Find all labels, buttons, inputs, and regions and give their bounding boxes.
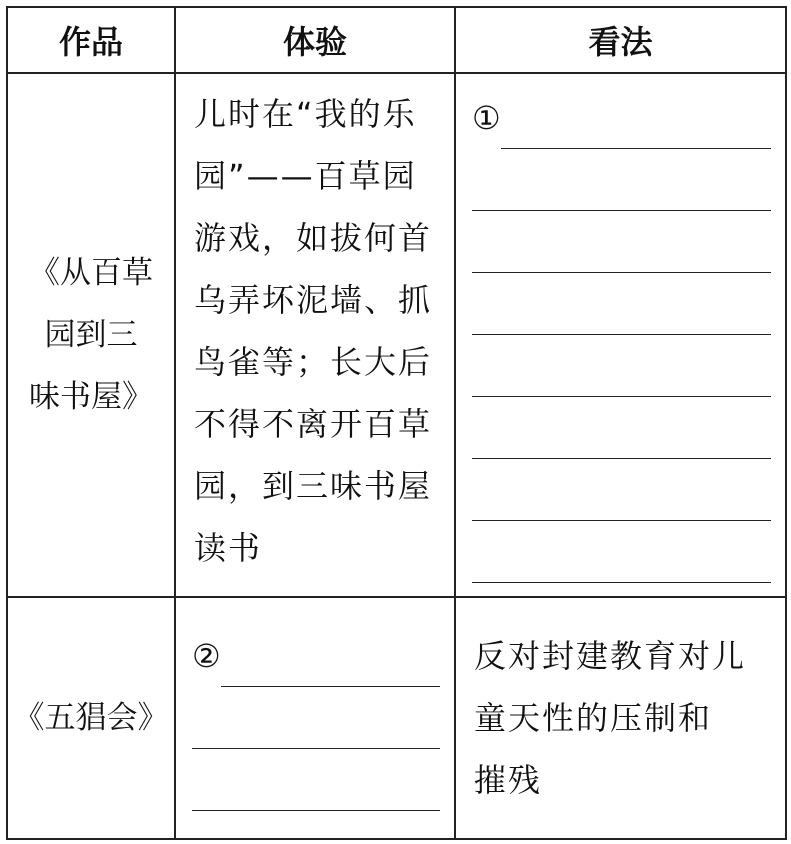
answer-blank-2[interactable]	[192, 625, 440, 687]
work-line: 味书屋》	[29, 379, 153, 415]
experience-line: 园，到三味书屋	[194, 467, 433, 505]
answer-blank-1[interactable]	[472, 87, 771, 149]
table-row	[7, 73, 786, 597]
work-cell	[7, 597, 175, 839]
opinion-cell-blank[interactable]	[455, 73, 786, 597]
work-cell	[7, 73, 175, 597]
experience-line: 儿时在“我的乐	[194, 95, 417, 133]
header-work: 作品	[7, 7, 175, 73]
opinion-line: 童天性的压制和	[474, 699, 713, 737]
experience-line: 不得不离开百草	[194, 405, 433, 443]
table-row	[7, 597, 786, 839]
comparison-table	[6, 6, 787, 840]
blank-line	[472, 397, 771, 459]
blank-line	[501, 104, 771, 149]
blank-line	[472, 273, 771, 335]
header-opinion: 看法	[455, 7, 786, 73]
blank-line	[221, 642, 440, 687]
opinion-cell	[455, 597, 786, 839]
experience-line: 读书	[194, 529, 263, 567]
blank-line	[472, 211, 771, 273]
table-header-row	[7, 7, 786, 73]
blank-marker-1: ①	[472, 99, 501, 137]
experience-line: 游戏，如拔何首	[194, 219, 433, 257]
blank-line	[472, 459, 771, 521]
blank-line	[472, 149, 771, 211]
experience-cell-blank[interactable]	[175, 597, 455, 839]
blank-line	[192, 749, 440, 811]
work-line: 《五猖会》	[13, 700, 169, 736]
experience-line: 鸟雀等；长大后	[194, 343, 433, 381]
header-experience: 体验	[175, 7, 455, 73]
blank-line	[472, 335, 771, 397]
blank-marker-2: ②	[192, 637, 221, 675]
experience-line: 园”——百草园	[194, 157, 417, 195]
opinion-line: 摧残	[474, 761, 543, 799]
work-line: 《从百草	[29, 255, 153, 291]
blank-line	[192, 687, 440, 749]
experience-cell	[175, 73, 455, 597]
opinion-line: 反对封建教育对儿	[474, 637, 747, 675]
blank-line	[472, 521, 771, 583]
experience-line: 乌弄坏泥墙、抓	[194, 281, 433, 319]
work-line: 园到三	[44, 317, 138, 353]
